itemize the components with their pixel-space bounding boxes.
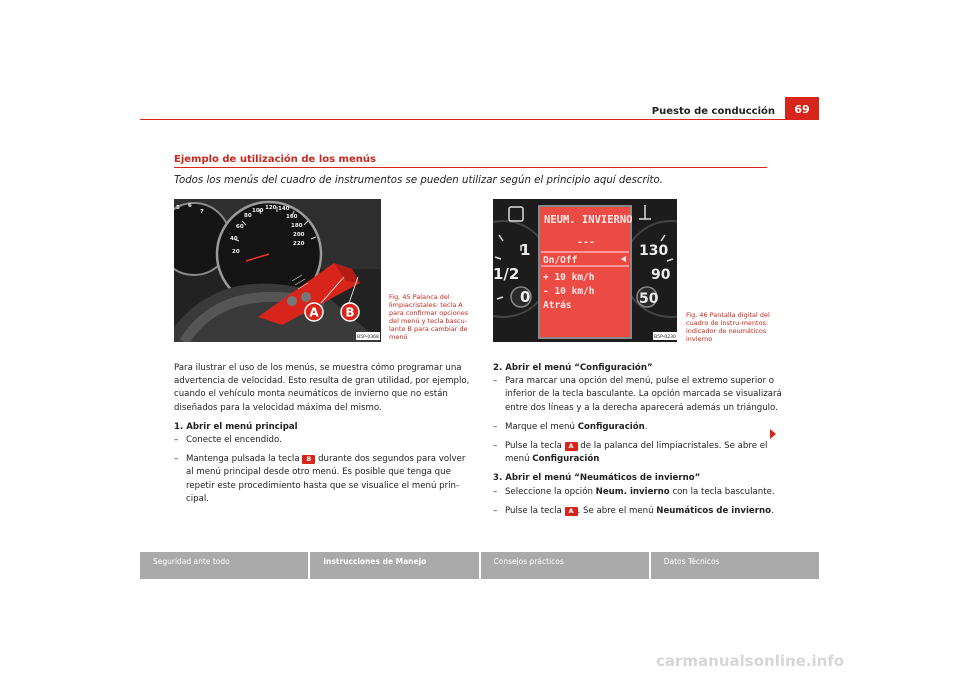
list-item [174,434,474,447]
footer-tab-consejos[interactable]: Consejos prácticos [479,552,649,579]
key-a-badge: A [565,442,578,451]
list-item [493,440,793,466]
temp-gauge-label: 50 [639,291,659,307]
speed-tick-label: 80 [244,213,252,219]
footer-tab-datos[interactable]: Datos Técnicos [649,552,819,579]
speed-tick-label: 100 [252,208,264,214]
right-column [493,362,793,518]
rev-tick-label: 5 [176,205,180,211]
footer-tab-instrucciones[interactable]: Instrucciones de Manejo [308,552,478,579]
running-header-title: Puesto de conducción [651,106,775,117]
step2-item1: Para marcar una opción del menú, pulse el extremo superior o inferior de la tecla basculante. La opción marcada se visualizará entre dos líneas y a la derecha aparecerá además un triángulo. [505,376,782,413]
dash: – [174,454,179,465]
step3-title: 3. Abrir el menú “Neumáticos de invierno” [493,473,701,484]
display-placeholder: --- [577,237,596,248]
figure-45-caption: Fig. 45 Palanca del limpiacristales: tecla A para confirmar opciones del menú y tecla bascu-lante B para cambiar de menú [389,293,469,342]
speed-tick-label: 60 [236,224,244,230]
step1-item2-pre: Mantenga pulsada la tecla [186,454,300,465]
list-item: – Pulse la tecla A . Se abre el menú Neumáticos de invierno. [493,505,793,518]
header-rule [140,119,819,120]
display-menu-item: - 10 km/h [543,286,595,297]
display-menu-item: Atrás [543,300,572,311]
list-item: – Marque el menú Configuración. [493,421,793,434]
step1-title: 1. Abrir el menú principal [174,421,298,432]
section-title: Ejemplo de utilización de los menús [174,154,376,165]
intro-paragraph: Para ilustrar el uso de los menús, se muestra cómo programar una advertencia de velocidad. Esto resulta de gran utilidad, por ejemplo, cuando el vehículo monta neumáticos de invierno que no están diseñados para la velocidad máxima del mismo. [174,363,470,413]
speed-tick-label: 200 [293,232,305,238]
speed-tick-label: 180 [291,223,303,229]
figure-46-caption: Fig. 46 Pantalla digital del cuadro de instru-mentos: indicador de neumáticos invierno [686,311,770,344]
step2-item3-bold: Configuración [532,454,600,465]
list-item [174,453,474,506]
step1-item2-post: durante dos segundos para volver al menú principal desde otro menú. Es posible que tenga que repetir este procedimiento hasta que se visualice el menú prin-cipal. [186,454,466,504]
dash: – [493,441,498,452]
speed-tick-label: 20 [232,249,240,255]
rev-tick-label: 6 [188,203,192,209]
dash: – [174,435,179,446]
dash: – [493,421,498,432]
next-page-arrow-icon[interactable] [770,429,776,439]
dash: – [493,486,498,497]
image-code: B5P-0230 [654,335,676,340]
image-code: B5P-0368 [357,335,379,340]
speed-tick-label: 220 [293,241,305,247]
section-rule [174,167,767,168]
key-a-badge: A [565,507,578,516]
left-column [174,362,474,506]
section-intro: Todos los menús del cuadro de instrumentos se pueden utilizar según el principio aquí descrito. [174,175,663,186]
display-menu-item: + 10 km/h [543,272,595,283]
footer-tab-seguridad[interactable]: Seguridad ante todo [153,557,230,566]
list-item [493,486,793,499]
speed-tick-label: 160 [286,214,298,220]
page-number: 69 [785,97,819,119]
temp-gauge-label: 90 [651,267,671,283]
speed-tick-label: 120 [265,205,277,211]
step3-item1-pre: Seleccione la opción [505,486,593,497]
footer-nav [140,552,819,579]
fuel-gauge-label: 1/2 [493,265,520,283]
rev-tick-label: 7 [200,209,204,215]
watermark: carmanualsonline.info [656,652,845,670]
dash: – [493,376,498,387]
list-item [493,375,793,415]
step3-item1-bold: Neum. invierno [595,486,670,497]
key-b-badge: B [302,455,315,464]
dash: – [493,505,498,516]
step2-item3-mid: de la palanca del limpiacristales. Se abre el menú [505,441,768,465]
speed-tick-label: 40 [230,236,238,242]
step3-item2-bold: Neumáticos de invierno [656,505,771,516]
figure-46-digital-display [493,199,677,342]
temp-gauge-label: 130 [639,243,669,259]
fuel-gauge-label: 1 [520,241,531,259]
step2-item2-pre: Marque el menú [505,421,575,432]
step2-item3-pre: Pulse la tecla [505,441,562,452]
wiper-stalk-illustration [174,199,381,342]
step2-title: 2. Abrir el menú “Configuración” [493,363,653,373]
figure-45-wiper-stalk [174,199,381,342]
digital-display-illustration [493,199,677,342]
step3-item2-pre: Pulse la tecla [505,505,562,516]
callout-b-label: B [345,305,355,320]
step1-item1: Conecte el encendido. [186,435,282,446]
step2-item2-bold: Configuración [577,421,645,432]
fuel-gauge-label: 0 [520,288,531,306]
step3-item1-post: con la tecla basculante. [672,486,775,497]
speed-tick-label: 140 [278,206,290,212]
step3-item2-mid: . Se abre el menú [577,505,654,516]
display-menu-item: On/Off [543,255,578,266]
callout-a-label: A [309,305,319,320]
display-title: NEUM. INVIERNO [544,214,633,226]
